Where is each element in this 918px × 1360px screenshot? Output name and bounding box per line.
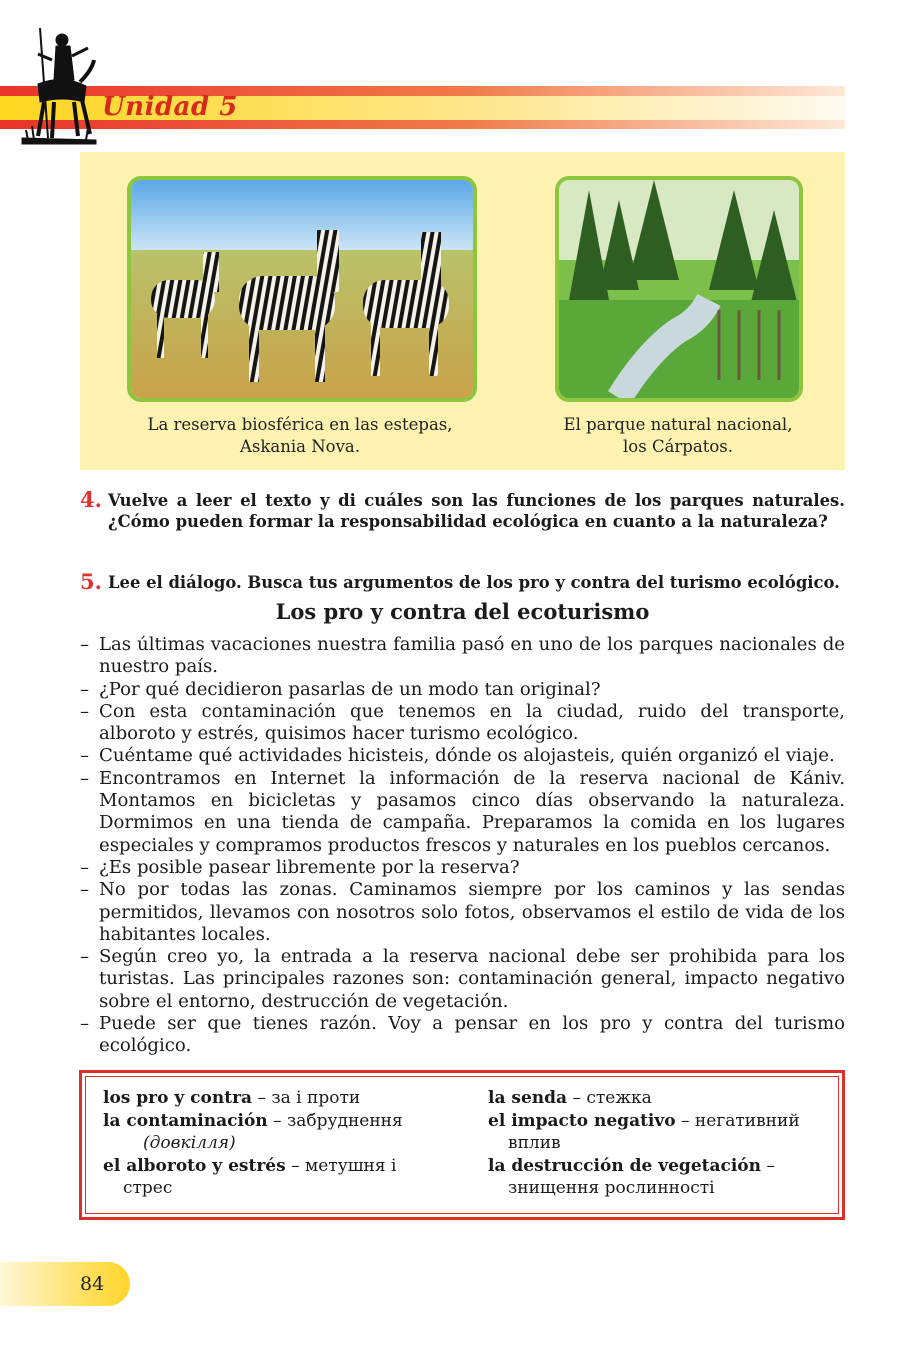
caption-line: Askania Nova.: [240, 437, 360, 456]
dash: –: [80, 879, 90, 901]
vocab-sep: –: [267, 1110, 287, 1131]
dialog-text: ¿Por qué decidieron pasarlas de un modo tan original?: [99, 678, 601, 700]
dialog-line: [80, 701, 845, 746]
dash: –: [80, 700, 90, 722]
vocab-term: la senda: [488, 1088, 568, 1108]
photo-carpathians: [555, 176, 803, 402]
vocab-sep: –: [252, 1088, 272, 1108]
vocab-term: la destrucción de vegetación: [488, 1155, 762, 1176]
photo-zebras: [127, 176, 477, 402]
dialog-line: [80, 768, 845, 857]
vocab-translation: за і проти: [271, 1088, 361, 1108]
vocab-sep: –: [567, 1088, 587, 1108]
task-number: 4.: [80, 487, 102, 512]
dialog-line: [80, 946, 845, 1013]
dash: –: [80, 946, 90, 968]
vocab-translation: знищення рослинності: [508, 1178, 715, 1198]
vocab-translation: стежка: [586, 1088, 652, 1108]
photo-caption-zebras: [120, 414, 480, 458]
page-number-tab: [0, 1262, 130, 1306]
task-text: Vuelve a leer el texto y di cuáles son las funciones de los parques naturales. ¿Cómo pueden formar la responsabilidad ecológica en cuanto a la naturaleza?: [108, 491, 845, 531]
dialog-line: [80, 1013, 845, 1058]
vocabulary-box: [79, 1070, 845, 1220]
dialog-title: Los pro y contra del ecoturismo: [275, 599, 650, 624]
dialog-list: [80, 634, 845, 1058]
dash: –: [80, 767, 90, 789]
task-number: 5.: [80, 569, 102, 594]
dash: –: [80, 745, 90, 767]
vocab-term: la contaminación: [103, 1110, 268, 1131]
vocab-translation: забруднення: [286, 1110, 403, 1131]
dialog-line: [80, 857, 845, 879]
vocab-entry: [488, 1087, 823, 1110]
photo-caption-carpathians: [535, 414, 821, 458]
page-number: 84: [80, 1273, 105, 1295]
dialog-text: Cuéntame qué actividades hicisteis, dónde os alojasteis, quién organizó el viaje.: [99, 745, 835, 767]
vocab-entry: [103, 1155, 448, 1200]
caption-line: La reserva biosférica en las estepas,: [147, 415, 453, 434]
dialog-text: Las últimas vacaciones nuestra familia pasó en uno de los parques nacionales de nuestro país.: [99, 634, 845, 678]
vocab-sep: –: [285, 1155, 305, 1176]
dialog-text: Con esta contaminación que tenemos en la ciudad, ruido del transporte, alboroto y estrés, quisimos hacer turismo ecológico.: [99, 700, 845, 745]
dash: –: [80, 634, 90, 655]
photo-panel: [80, 152, 845, 470]
zebras-image: [131, 180, 473, 398]
vocab-translation: метушня і стрес: [123, 1155, 397, 1198]
vocabulary-column-left: [103, 1087, 448, 1200]
carpathians-image: [559, 180, 799, 398]
dialog-line: [80, 745, 845, 767]
vocab-term: los pro y contra: [103, 1088, 253, 1108]
dash: –: [80, 1013, 90, 1035]
caption-line: los Cárpatos.: [623, 437, 733, 456]
vocab-translation: негативний вплив: [508, 1110, 800, 1153]
unit-title: Unidad 5: [102, 92, 238, 122]
caption-line: El parque natural nacional,: [563, 415, 793, 434]
vocab-entry: [103, 1087, 448, 1110]
dialog-line: [80, 679, 845, 701]
dialog-text: ¿Es posible pasear libremente por la reserva?: [99, 856, 520, 878]
vocab-sep: –: [761, 1155, 775, 1176]
dialog-text: Según creo yo, la entrada a la reserva nacional debe ser prohibida para los turistas. Las principales razones son: contaminación general, impacto negativo sobre el entorno, destrucción de vegetación.: [99, 946, 845, 1012]
vocab-term: el impacto negativo: [488, 1110, 676, 1131]
task-text: Lee el diálogo. Busca tus argumentos de los pro y contra del turismo ecológico.: [108, 573, 840, 592]
vocab-entry: [488, 1155, 823, 1200]
dialog-text: Puede ser que tienes razón. Voy a pensar en los pro y contra del turismo ecológico.: [99, 1013, 845, 1057]
vocab-entry: [103, 1110, 448, 1155]
dialog-text: No por todas las zonas. Caminamos siempre por los caminos y las sendas permitidos, llevamos con nosotros solo fotos, observamos el estilo de vida de los habitantes locales.: [99, 879, 845, 945]
dash: –: [80, 856, 90, 878]
vocab-note: (довкілля): [143, 1133, 236, 1153]
vocabulary-column-right: [488, 1087, 823, 1200]
dash: –: [80, 678, 90, 700]
vocab-term: el alboroto y estrés: [103, 1155, 286, 1176]
dialog-line: [80, 634, 845, 679]
vocab-sep: –: [675, 1110, 695, 1131]
vocab-entry: [488, 1110, 823, 1155]
don-quixote-icon: [18, 20, 98, 148]
dialog-line: [80, 879, 845, 946]
dialog-text: Encontramos en Internet la información de la reserva nacional de Kániv. Montamos en bicicletas y pasamos cinco días observando la naturaleza. Dormimos en una tienda de campaña. Preparamos la comida en los lugares especiales y compramos productos frescos y naturales en los pueblos cercanos.: [99, 767, 845, 856]
